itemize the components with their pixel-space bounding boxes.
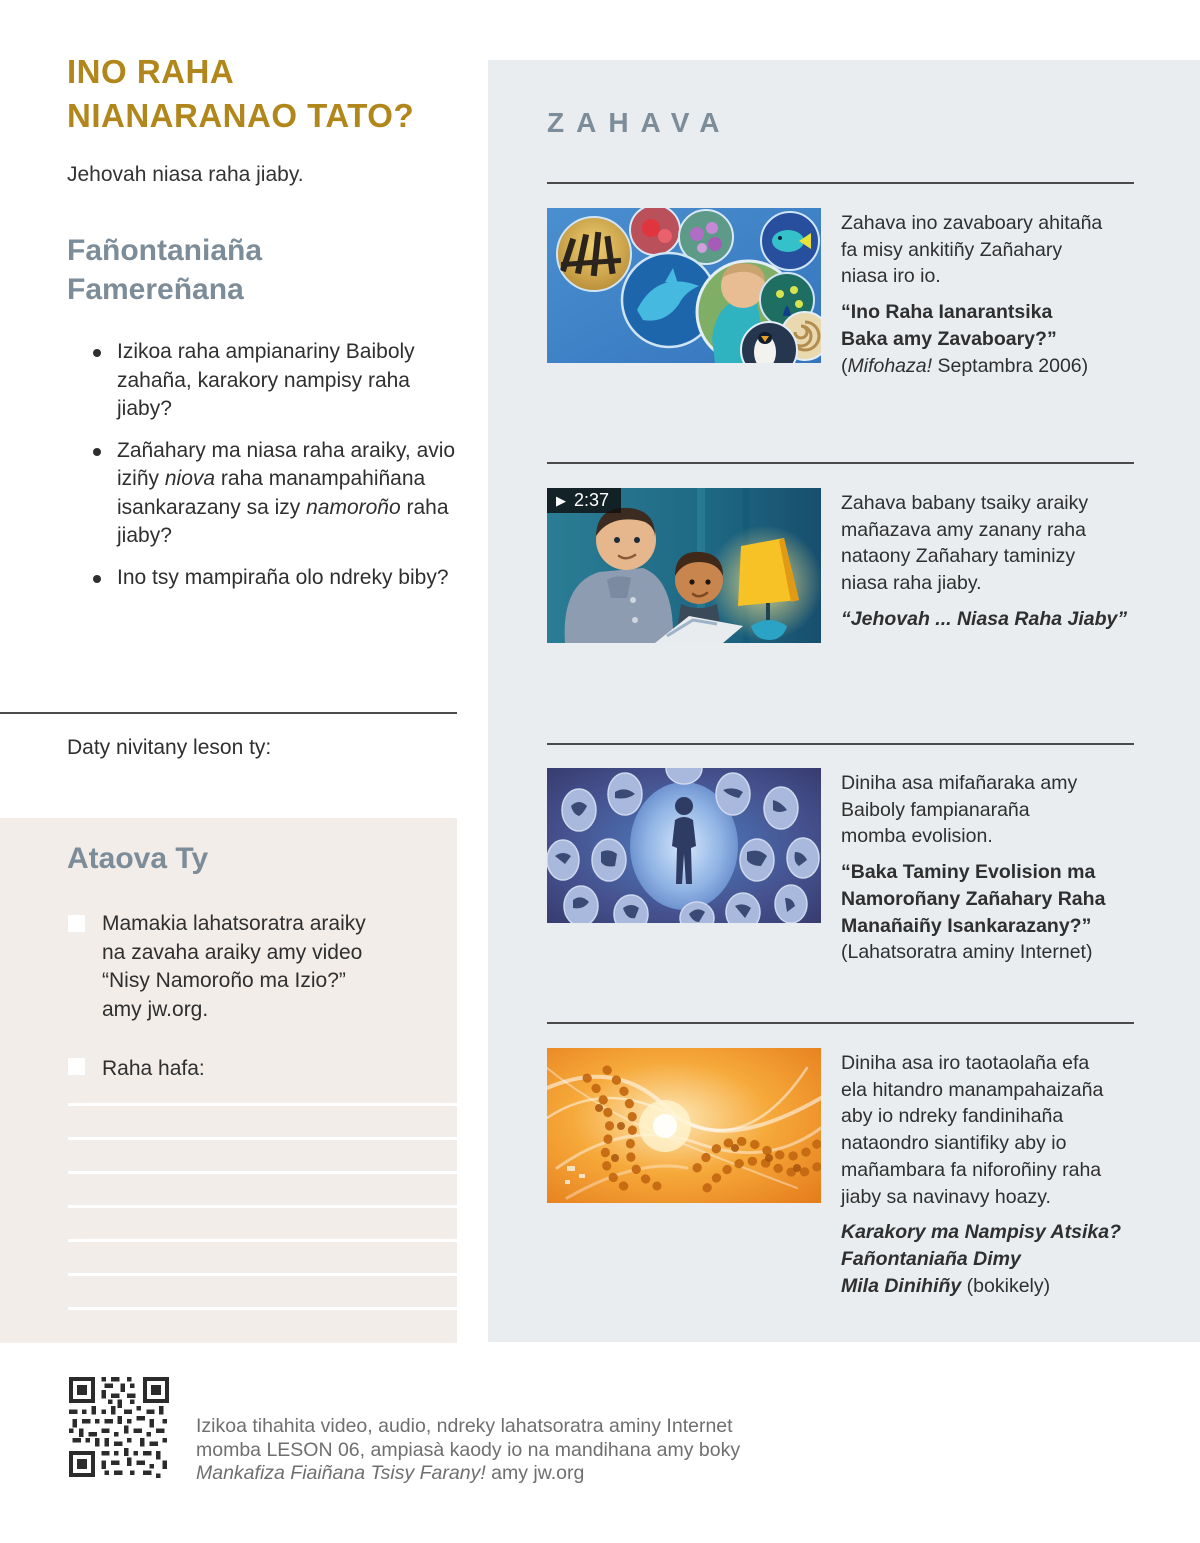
ataova-item-1: Mamakia lahatsoratra araiky na zavaha araiky amy video “Nisy Namoroño ma Izio?” amy jw.org.	[102, 912, 366, 1021]
write-line	[68, 1239, 457, 1242]
checkbox-watch-video[interactable]	[68, 915, 85, 932]
entry-text	[841, 208, 1141, 379]
zahava-entry-4	[547, 1048, 1141, 1299]
write-line	[68, 1103, 457, 1106]
footer-line-2: momba LESON 06, ampiasà kaody io na mandihana amy boky	[196, 1438, 741, 1461]
creation-collage-image	[547, 208, 821, 363]
review-questions-list	[67, 338, 459, 605]
evolution-illustration	[547, 768, 821, 923]
page-subtitle: Jehovah niasa raha jiaby.	[67, 163, 304, 186]
entry-quote: “Ino Raha Ianarantsika Baka amy Zavaboary?”	[841, 301, 1057, 350]
ataova-ty-heading: Ataova Ty	[67, 842, 209, 875]
dna-illustration	[547, 1048, 821, 1203]
entry-source: (Lahatsoratra aminy Internet)	[841, 941, 1093, 964]
review-bullet-2: Zañahary ma niasa raha araiky, avio iziñy niova raha manampahiñana isankarazany sa izy namoroño raha jiaby?	[67, 437, 459, 551]
video-duration: 2:37	[574, 490, 610, 510]
entry-divider	[547, 743, 1134, 745]
completion-date-label: Daty nivitany leson ty:	[67, 736, 272, 759]
left-divider	[0, 712, 457, 714]
qr-code-image	[66, 1374, 172, 1480]
entry-divider	[547, 462, 1134, 464]
review-bullet-3: Ino tsy mampiraña olo ndreky biby?	[67, 564, 459, 593]
write-line	[68, 1273, 457, 1276]
entry-body: Diniha asa iro taotaolaña efa ela hitandro manampahaizaña aby io ndreky fandinihaña nataondro siantifiky aby io mañambara fa niforoñiny raha jiaby sa navinavy hoazy.	[841, 1052, 1104, 1208]
creation-collage-illustration	[547, 208, 821, 363]
write-line	[68, 1137, 457, 1140]
entry-text	[841, 1048, 1141, 1299]
checkbox-other[interactable]	[68, 1058, 85, 1075]
footer-note	[196, 1415, 740, 1486]
entry-quote: “Baka Taminy Evolision ma Namoroñany Zañahary Raha Manañaiñy Isankarazany?”	[841, 861, 1106, 937]
ataova-item-2: Raha hafa:	[102, 1057, 205, 1080]
ataova-ty-box	[0, 818, 457, 1343]
father-son-video-thumbnail[interactable]	[547, 488, 821, 643]
page-title: INO RAHA NIANARANAO TATO?	[67, 53, 415, 134]
write-line	[68, 1307, 457, 1310]
write-line	[68, 1171, 457, 1174]
review-bullet-1: Izikoa raha ampianariny Baiboly zahaña, karakory nampisy raha jiaby?	[67, 338, 459, 424]
dna-strands-image	[547, 1048, 821, 1203]
write-line	[68, 1205, 457, 1208]
footer-line-3: Mankafiza Fiaiñana Tsisy Farany! amy jw.org	[196, 1462, 585, 1484]
play-icon: ▶	[556, 492, 566, 508]
zahava-heading: ZAHAVA	[547, 107, 732, 138]
entry-quote: “Jehovah ... Niasa Raha Jiaby”	[841, 607, 1128, 630]
zahava-entry-3	[547, 768, 1141, 966]
evolution-medallions-image	[547, 768, 821, 923]
entry-text	[841, 488, 1141, 643]
footer-line-1: Izikoa tihahita video, audio, ndreky lahatsoratra aminy Internet	[196, 1415, 733, 1437]
zahava-entry-1	[547, 208, 1141, 379]
entry-divider	[547, 182, 1134, 184]
review-questions-heading: Fañontaniaña Famereñana	[67, 234, 263, 306]
zahava-entry-2	[547, 488, 1141, 643]
entry-text	[841, 768, 1141, 966]
entry-divider	[547, 1022, 1134, 1024]
entry-body: Zahava babany tsaiky araiky mañazava amy zanany raha nataony Zañahary taminizy niasa raha jiaby.	[841, 492, 1089, 595]
entry-source: (Mifohaza! Septambra 2006)	[841, 354, 1089, 377]
video-duration-badge	[547, 488, 621, 513]
entry-body: Zahava ino zavaboary ahitaña fa misy ankitiñy Zañahary niasa iro io.	[841, 212, 1103, 288]
entry-body: Diniha asa mifañaraka amy Baiboly fampianaraña momba evolision.	[841, 772, 1078, 848]
zahava-panel	[488, 60, 1200, 1342]
entry-reference: Karakory ma Nampisy Atsika? Fañontaniaña Dimy Mila Dinihiñy (bokikely)	[841, 1221, 1121, 1297]
